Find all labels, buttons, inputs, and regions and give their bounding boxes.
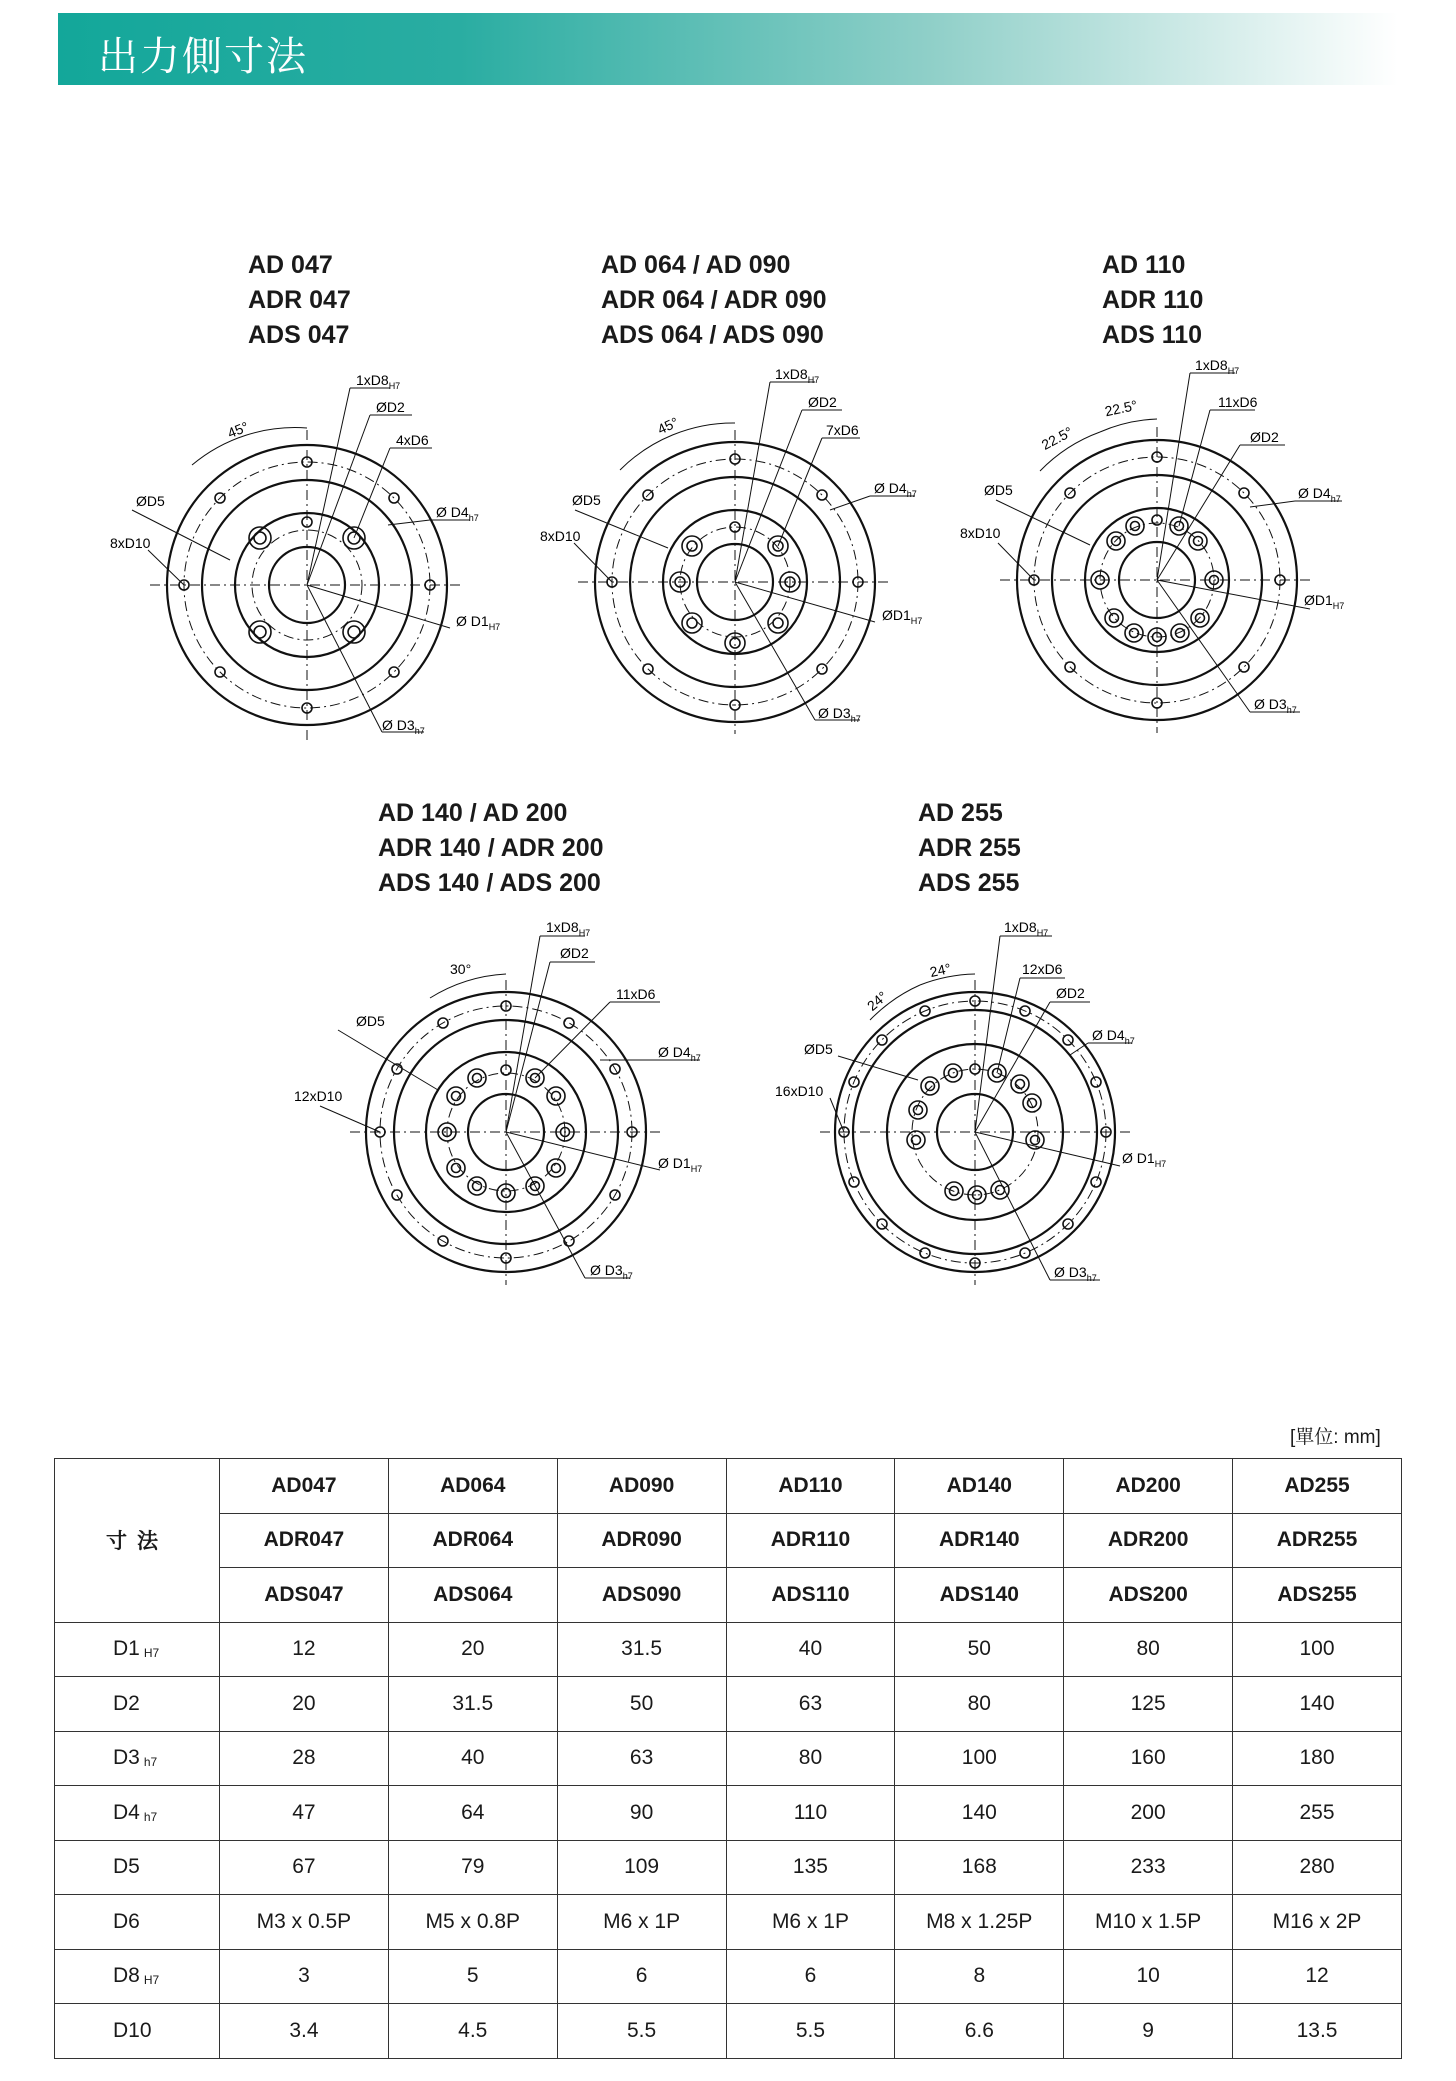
table-row [55, 1677, 1402, 1732]
value-cell: M16 x 2P [1233, 1895, 1402, 1950]
callout-d5: ØD5 [356, 1013, 385, 1029]
value-cell: 63 [557, 1731, 726, 1786]
callout-d5: ØD5 [804, 1041, 833, 1057]
value-cell: 67 [220, 1840, 389, 1895]
model-cell: ADS047 [220, 1568, 389, 1623]
model-label: AD 110 [1102, 251, 1186, 279]
value-cell: 9 [1064, 2004, 1233, 2059]
model-cell: ADS064 [388, 1568, 557, 1623]
value-cell: M5 x 0.8P [388, 1895, 557, 1950]
value-cell: 5.5 [557, 2004, 726, 2059]
value-cell: 20 [388, 1622, 557, 1677]
row-label: D2 [55, 1677, 220, 1732]
row-label: D8 $_{H7}$ [55, 1949, 220, 2004]
callout-d2: ØD2 [1056, 985, 1085, 1001]
callout-d3: Ø $D3_{h7}$ [1254, 696, 1297, 715]
value-cell: M3 x 0.5P [220, 1895, 389, 1950]
table-row [55, 1513, 1402, 1568]
model-cell: ADR090 [557, 1513, 726, 1568]
table-row [55, 1840, 1402, 1895]
drawing-047 [100, 370, 500, 750]
value-cell: M6 x 1P [557, 1895, 726, 1950]
callout-d10: 8xD10 [110, 535, 151, 551]
model-label: ADS 140 / ADS 200 [378, 869, 601, 897]
callout-d4: Ø $D4_{h7}$ [1092, 1027, 1135, 1046]
callout-d5: ØD5 [136, 493, 165, 509]
value-cell: M10 x 1.5P [1064, 1895, 1233, 1950]
figure-064-models [601, 248, 827, 353]
model-label: ADS 064 / ADS 090 [601, 321, 824, 349]
callout-d2: ØD2 [560, 945, 589, 961]
model-label: ADR 255 [918, 834, 1021, 862]
value-cell: 6.6 [895, 2004, 1064, 2059]
value-cell: 63 [726, 1677, 895, 1732]
model-cell: ADR255 [1233, 1513, 1402, 1568]
callout-d3: Ø $D3_{h7}$ [1054, 1264, 1097, 1283]
value-cell: 79 [388, 1840, 557, 1895]
model-cell: ADR047 [220, 1513, 389, 1568]
value-cell: 31.5 [557, 1622, 726, 1677]
value-cell: 140 [895, 1786, 1064, 1841]
value-cell: 40 [388, 1731, 557, 1786]
value-cell: 12 [220, 1622, 389, 1677]
model-label: AD 140 / AD 200 [378, 799, 568, 827]
table-row [55, 1949, 1402, 2004]
model-cell: AD047 [220, 1459, 389, 1514]
table-row [55, 1731, 1402, 1786]
page-title: 出力側寸法 [98, 34, 308, 80]
row-label: D3 $_{h7}$ [55, 1731, 220, 1786]
value-cell: 20 [220, 1677, 389, 1732]
model-label: ADS 255 [918, 869, 1020, 897]
callout-d3: Ø $D3_{h7}$ [590, 1262, 633, 1281]
model-cell: AD255 [1233, 1459, 1402, 1514]
callout-d6: 4xD6 [396, 432, 429, 448]
callout-d10: 16xD10 [775, 1083, 824, 1099]
model-cell: ADS255 [1233, 1568, 1402, 1623]
angle-label: 45° [225, 418, 251, 442]
value-cell: 280 [1233, 1840, 1402, 1895]
model-cell: ADS200 [1064, 1568, 1233, 1623]
callout-d8: $1xD8_{H7}$ [546, 919, 591, 938]
dimension-header: 寸法 [55, 1459, 220, 1623]
callout-d3: Ø $D3_{h7}$ [382, 717, 425, 736]
callout-d1: Ø $D1_{H7}$ [658, 1155, 703, 1174]
angle-label: 22.5° [1103, 396, 1139, 420]
callout-d8: $1xD8_{H7}$ [1195, 357, 1240, 376]
drawing-255 [770, 910, 1210, 1300]
callout-d1: $ØD1_{H7}$ [1304, 592, 1345, 611]
value-cell: 110 [726, 1786, 895, 1841]
drawing-064 [530, 360, 950, 740]
angle-label: 22.5° [1038, 423, 1076, 453]
angle-label: 24° [928, 960, 953, 981]
value-cell: 160 [1064, 1731, 1233, 1786]
value-cell: 64 [388, 1786, 557, 1841]
value-cell: 80 [895, 1677, 1064, 1732]
value-cell: 80 [1064, 1622, 1233, 1677]
value-cell: 40 [726, 1622, 895, 1677]
model-label: AD 064 / AD 090 [601, 251, 791, 279]
value-cell: 31.5 [388, 1677, 557, 1732]
value-cell: 200 [1064, 1786, 1233, 1841]
value-cell: 6 [557, 1949, 726, 2004]
value-cell: 12 [1233, 1949, 1402, 2004]
callout-d3: Ø $D3_{h7}$ [818, 705, 861, 724]
callout-d5: ØD5 [572, 492, 601, 508]
value-cell: 125 [1064, 1677, 1233, 1732]
table-row [55, 2004, 1402, 2059]
callout-d6: 11xD6 [1218, 394, 1258, 410]
dimension-table [54, 1458, 1402, 2059]
model-label: ADR 047 [248, 286, 351, 314]
model-label: AD 047 [248, 251, 333, 279]
table-row [55, 1459, 1402, 1514]
row-label: D5 [55, 1840, 220, 1895]
value-cell: 6 [726, 1949, 895, 2004]
drawing-140 [280, 910, 750, 1300]
value-cell: 135 [726, 1840, 895, 1895]
callout-d2: ØD2 [808, 394, 837, 410]
callout-d10: 12xD10 [294, 1088, 343, 1104]
model-label: ADR 110 [1102, 286, 1204, 314]
model-label: ADS 110 [1102, 321, 1203, 349]
callout-d4: Ø $D4_{h7}$ [1298, 485, 1341, 504]
callout-d4: Ø $D4_{h7}$ [436, 504, 479, 523]
model-cell: AD064 [388, 1459, 557, 1514]
value-cell: 13.5 [1233, 2004, 1402, 2059]
drawing-110 [950, 355, 1370, 735]
figure-255-models [918, 796, 1021, 901]
model-cell: AD200 [1064, 1459, 1233, 1514]
value-cell: 5.5 [726, 2004, 895, 2059]
callout-d6: 7xD6 [826, 422, 859, 438]
value-cell: 100 [1233, 1622, 1402, 1677]
value-cell: 168 [895, 1840, 1064, 1895]
model-cell: AD110 [726, 1459, 895, 1514]
model-label: ADS 047 [248, 321, 350, 349]
callout-d6: 12xD6 [1022, 961, 1063, 977]
value-cell: 100 [895, 1731, 1064, 1786]
model-cell: ADS110 [726, 1568, 895, 1623]
value-cell: 4.5 [388, 2004, 557, 2059]
value-cell: 3 [220, 1949, 389, 2004]
row-label: D1 $_{H7}$ [55, 1622, 220, 1677]
model-cell: ADS140 [895, 1568, 1064, 1623]
value-cell: M6 x 1P [726, 1895, 895, 1950]
callout-d2: ØD2 [1250, 429, 1279, 445]
table-row [55, 1786, 1402, 1841]
value-cell: 50 [557, 1677, 726, 1732]
value-cell: 255 [1233, 1786, 1402, 1841]
unit-note: [單位: mm] [1290, 1427, 1381, 1448]
value-cell: 90 [557, 1786, 726, 1841]
row-label: D4 $_{h7}$ [55, 1786, 220, 1841]
value-cell: 28 [220, 1731, 389, 1786]
callout-d1: Ø $D1_{H7}$ [1122, 1150, 1167, 1169]
value-cell: 50 [895, 1622, 1064, 1677]
value-cell: 47 [220, 1786, 389, 1841]
model-cell: ADR064 [388, 1513, 557, 1568]
value-cell: 233 [1064, 1840, 1233, 1895]
table-row [55, 1568, 1402, 1623]
callout-d4: Ø $D4_{h7}$ [874, 480, 917, 499]
value-cell: 5 [388, 1949, 557, 2004]
callout-d10: 8xD10 [540, 528, 581, 544]
model-cell: ADR200 [1064, 1513, 1233, 1568]
callout-d6: 11xD6 [616, 986, 656, 1002]
figure-047-models [248, 248, 351, 353]
model-label: ADR 064 / ADR 090 [601, 286, 827, 314]
callout-d1: Ø $D1_{H7}$ [456, 613, 500, 632]
model-cell: AD090 [557, 1459, 726, 1514]
value-cell: M8 x 1.25P [895, 1895, 1064, 1950]
angle-label: 45° [654, 413, 681, 438]
model-cell: ADR110 [726, 1513, 895, 1568]
model-cell: AD140 [895, 1459, 1064, 1514]
model-cell: ADR140 [895, 1513, 1064, 1568]
value-cell: 8 [895, 1949, 1064, 2004]
angle-label: 30° [450, 961, 472, 977]
model-label: AD 255 [918, 799, 1003, 827]
header-band [58, 13, 1398, 85]
figure-110-models [1102, 248, 1203, 353]
table-row [55, 1622, 1402, 1677]
value-cell: 109 [557, 1840, 726, 1895]
row-label: D6 [55, 1895, 220, 1950]
value-cell: 140 [1233, 1677, 1402, 1732]
value-cell: 80 [726, 1731, 895, 1786]
callout-d5: ØD5 [984, 482, 1013, 498]
model-cell: ADS090 [557, 1568, 726, 1623]
model-label: ADR 140 / ADR 200 [378, 834, 604, 862]
callout-d2: ØD2 [376, 399, 405, 415]
callout-d1: $ØD1_{H7}$ [882, 607, 923, 626]
value-cell: 180 [1233, 1731, 1402, 1786]
table-row [55, 1895, 1402, 1950]
row-label: D10 [55, 2004, 220, 2059]
angle-label: 24° [863, 987, 891, 1014]
callout-d4: Ø $D4_{h7}$ [658, 1044, 701, 1063]
figure-140-models [378, 796, 604, 901]
callout-d8: $1xD8_{H7}$ [356, 372, 401, 391]
callout-d8: $1xD8_{H7}$ [775, 366, 820, 385]
callout-d10: 8xD10 [960, 525, 1001, 541]
value-cell: 10 [1064, 1949, 1233, 2004]
callout-d8: $1xD8_{H7}$ [1004, 919, 1049, 938]
value-cell: 3.4 [220, 2004, 389, 2059]
